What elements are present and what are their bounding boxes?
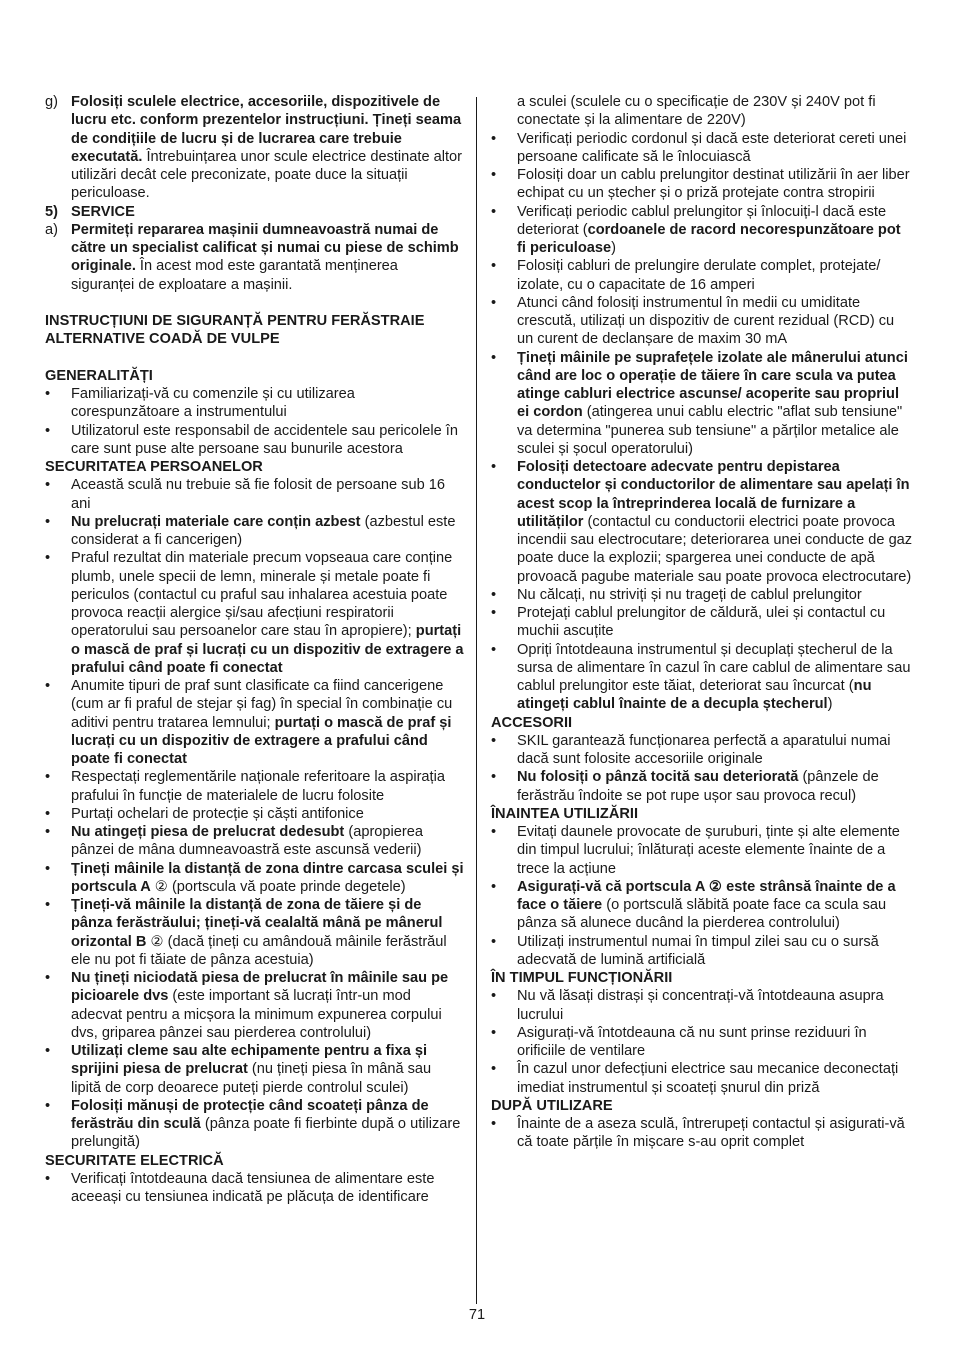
item-text	[71, 476, 465, 513]
bullet-marker: •	[45, 1097, 51, 1114]
body-text: ② (dacă țineți cu amândouă mâinile ferăstrăul ele nu pot fi tăiate de pânza acestuia)	[71, 933, 447, 968]
bullet-item	[45, 385, 465, 422]
bullet-item	[491, 878, 913, 933]
bullet-item	[491, 458, 913, 586]
bold-text: Țineți mâinile la distanță de zona dintre carcasa sculei și portscula A	[71, 860, 464, 895]
body-text: (nu țineți piesa în mână sau lipită de corp deoarece puteți pierde controlul sculei)	[71, 1061, 432, 1096]
bullet-item	[491, 349, 913, 459]
item-text	[517, 257, 913, 294]
bullet-marker: •	[491, 605, 497, 621]
body-text: (atingerea unui cablu electric "aflat sub tensiune" va determina "punerea sub tensiune" a părților metalice ale sculei și șocul operatorului)	[517, 404, 903, 457]
bullet-marker: •	[491, 294, 497, 311]
bullet-marker: •	[45, 386, 51, 402]
bold-text: Utilizați cleme sau alte echipamente pentru a fixa și sprijini piesa de prelucrat	[71, 1043, 428, 1078]
body-text: (pânzele de ferăstrău îndoite se pot rupe ușor sau provoca recul)	[517, 769, 879, 804]
section-heading: ACCESORII	[491, 714, 573, 731]
body-text: Nu călcați, nu striviți și nu trageți de cablul prelungitor	[517, 586, 862, 603]
bullet-marker: •	[45, 769, 51, 786]
column-divider	[476, 97, 477, 1304]
body-text: Anumite tipuri de praf sunt clasificate ca fiind cancerigene (cum ar fi praful de stejar și fag) în special în combinație cu aditivi pentru tratarea lemnului;	[71, 678, 453, 731]
bullet-item	[45, 768, 465, 805]
bold-text: purtați o mască de praf și lucrați cu un dispozitiv de extragere a prafului când poate fi conectat	[71, 714, 452, 767]
item-text	[71, 549, 465, 677]
bullet-marker: •	[45, 1043, 51, 1059]
item-text	[517, 586, 913, 604]
bullet-item	[491, 1024, 913, 1061]
bullet-item	[45, 805, 465, 823]
bold-text: Folosiți sculele electrice, accesoriile, dispozitivele de lucru etc. conform prezentelor instrucțiuni. Țineți seama de condițiile de lucru și de lucrarea care trebuie executată.	[71, 94, 462, 165]
bold-text: Nu folosiți o pânză tocită sau deteriorată	[517, 769, 799, 786]
item-text	[71, 823, 465, 860]
bullet-marker: •	[45, 422, 51, 439]
bullet-marker: •	[491, 824, 497, 840]
item-text	[71, 203, 465, 221]
bullet-item	[45, 969, 465, 1042]
item-text	[71, 221, 465, 294]
bullet-marker: •	[491, 586, 497, 603]
section-heading: INSTRUCȚIUNI DE SIGURANȚĂ PENTRU FERĂSTRAIE ALTERNATIVE COADĂ DE VULPE	[45, 313, 425, 348]
bullet-item	[491, 130, 913, 167]
body-text: )	[827, 696, 833, 713]
bullet-marker: •	[491, 641, 497, 658]
bullet-item	[45, 1097, 465, 1152]
section-heading: SECURITATE ELECTRICĂ	[45, 1152, 224, 1169]
bullet-marker: •	[491, 203, 497, 220]
bullet-item	[45, 896, 465, 969]
bullet-marker: •	[491, 1024, 497, 1041]
bullet-marker: •	[491, 349, 497, 366]
section-heading: DUPĂ UTILIZARE	[491, 1097, 613, 1114]
body-text: Purtați ochelari de protecție și căști antifonice	[71, 805, 364, 822]
item-text	[71, 677, 465, 768]
bullet-item	[491, 732, 913, 769]
bullet-item	[45, 422, 465, 459]
bullet-marker: •	[45, 860, 51, 877]
body-text: Utilizați instrumentul numai în timpul zilei sau cu o sursă adecvată de lumină artificială	[517, 933, 879, 968]
bullet-marker: •	[491, 769, 497, 786]
right-column	[491, 93, 913, 1152]
item-text	[517, 1060, 913, 1097]
bold-text: Țineți mâinile pe suprafețele izolate ale mânerului atunci când are loc o operație de tăiere în care scula va putea atinge cabluri electrice ascunse/ acoperite sau propriul ei cordon	[517, 349, 908, 421]
body-text: (pânza poate fi fierbinte după o utilizare prelungită)	[71, 1116, 461, 1151]
item-text	[517, 294, 913, 349]
body-text: Înainte de a aseza sculă, întrerupeți contactul și asigurati-vă că toate părțile în mișcare s-au oprit complet	[517, 1116, 905, 1151]
bold-text: Nu prelucrați materiale care conțin azbest	[71, 513, 361, 530]
bullet-item	[491, 604, 913, 641]
body-text: Familiarizați-vă cu comenzile și cu utilizarea corespunzătoare a instrumentului	[71, 386, 355, 421]
bullet-marker: •	[45, 970, 51, 986]
body-text: Folosiți doar un cablu prelungitor destinat utilizării în aer liber echipat cu un ștecher și o priză protejate contra stropirii	[517, 167, 910, 202]
bullet-item	[45, 476, 465, 513]
bullet-marker: •	[491, 167, 497, 183]
body-text: (o portsculă slăbită poate face ca scula sau pânza să alunece ducând la pierderea controlului)	[517, 897, 887, 932]
item-text	[71, 1042, 465, 1097]
bullet-marker: •	[45, 824, 51, 840]
body-text: Verificați periodic cordonul și dacă este deteriorat cereti unei persoane calificate să le înlocuiască	[517, 130, 907, 165]
bold-text: purtați o mască de praf și lucrați cu un dispozitiv de extragere a prafului când poate fi conectat	[71, 623, 464, 676]
item-text	[517, 732, 913, 769]
body-text: Verificați întotdeauna dacă tensiunea de alimentare este aceeași cu tensiunea indicată pe plăcuța de identificare	[71, 1170, 435, 1205]
bullet-marker: •	[45, 1170, 51, 1187]
item-text	[517, 458, 913, 586]
bullet-item	[491, 166, 913, 203]
body-text: Evitați daunele provocate de șuruburi, ținte și alte elemente din timpul lucrului; înlăturați aceste elemente înainte de a trece la acțiune	[517, 824, 900, 877]
body-text: SKIL garantează funcționarea perfectă a aparatului numai dacă sunt folosite accesoriile originale	[517, 732, 891, 767]
left-column	[45, 93, 465, 1206]
body-text: Verificați periodic cablul prelungitor și înlocuiți-l dacă este deteriorat (	[517, 203, 887, 238]
bullet-marker: •	[491, 459, 497, 475]
item-text	[517, 878, 913, 933]
item-text	[517, 166, 913, 203]
body-text: )	[611, 240, 616, 256]
item-text	[71, 385, 465, 422]
section-heading: SECURITATEA PERSOANELOR	[45, 459, 263, 475]
item-text	[517, 641, 913, 714]
body-text: Această sculă nu trebuie să fie folosit de persoane sub 16 ani	[71, 477, 446, 512]
bullet-item	[491, 768, 913, 805]
spacer	[45, 294, 465, 312]
bullet-item	[491, 257, 913, 294]
body-text: Atunci când folosiți instrumentul în medii cu umiditate crescută, utilizați un dispozitiv de curent rezidual (RCD) cu un curent de declanșare de maxim 30 mA	[517, 294, 895, 348]
body-text: ② (portscula vă poate prinde degetele)	[150, 878, 406, 895]
bullet-item	[491, 987, 913, 1024]
numbered-item	[45, 203, 465, 221]
bullet-marker: •	[491, 130, 497, 147]
bullet-item	[491, 1060, 913, 1097]
bullet-marker: •	[45, 513, 51, 530]
bullet-marker: •	[45, 897, 51, 913]
section-heading: GENERALITĂȚI	[45, 367, 153, 384]
bullet-item	[45, 677, 465, 768]
section-heading: ÎNAINTEA UTILIZĂRII	[491, 805, 639, 822]
bullet-item	[491, 933, 913, 970]
bullet-marker: •	[491, 988, 497, 1005]
bullet-item	[491, 294, 913, 349]
item-label: g)	[45, 94, 58, 110]
bullet-item	[45, 549, 465, 677]
body-text: Praful rezultat din materiale precum vopseaua care conține plumb, unele specii de lemn, minerale și metale poate fi periculos (contactul cu praful sau inhalarea acestuia poate provoca reacții alergice și/sau afecțiuni respiratorii operatorului sau persoanelor care stau în apropiere);	[71, 550, 453, 640]
bullet-marker: •	[491, 258, 497, 275]
bullet-item	[45, 1170, 465, 1207]
bullet-marker: •	[491, 1116, 497, 1132]
bullet-item	[491, 1115, 913, 1152]
item-text	[517, 93, 913, 130]
item-label: 5)	[45, 203, 58, 220]
item-text	[71, 93, 465, 203]
bullet-item	[491, 203, 913, 258]
body-text: (este important să lucrați într-un mod adecvat pentru a micșora la minimum expunerea corpului dvs, griparea pânzei sau pierderea controlului)	[71, 988, 442, 1041]
bullet-item	[491, 823, 913, 878]
body-text: a sculei (sculele cu o specificație de 230V și 240V pot fi conectate și la alimentare de 220V)	[517, 94, 876, 129]
body-text: Opriți întotdeauna instrumentul și decuplați ștecherul de la sursa de alimentare în cazul în care cablul de alimentare sau cablul prelungitor este tăiat, deteriorat sau încurcat (	[517, 641, 911, 694]
bullet-item	[45, 860, 465, 897]
section-heading: ÎN TIMPUL FUNCȚIONĂRII	[491, 970, 673, 986]
body-text: Protejați cablul prelungitor de căldură, ulei și contactul cu muchii ascuțite	[517, 605, 886, 640]
item-label: a)	[45, 221, 58, 238]
bullet-item	[491, 641, 913, 714]
bold-text: Asigurați-vă că portscula A ② este strânsă înainte de a face o tăiere	[517, 878, 896, 913]
bullet-marker: •	[491, 732, 497, 749]
bullet-item	[45, 823, 465, 860]
body-text: Asigurați-vă întotdeauna că nu sunt prinse reziduuri în orificiile de ventilare	[517, 1024, 867, 1059]
body-text: Folosiți cabluri de prelungire derulate complet, protejate/ izolate, cu o capacitate de 16 amperi	[517, 258, 881, 293]
item-text	[517, 1115, 913, 1152]
body-text: (apropierea pânzei de mâna dumneavoastră este ascunsă vederii)	[71, 824, 423, 859]
item-text	[71, 969, 465, 1042]
page-number: 71	[468, 1307, 486, 1323]
continued-text	[491, 93, 913, 130]
numbered-item	[45, 93, 465, 203]
bullet-marker: •	[45, 678, 51, 694]
body-text: Utilizatorul este responsabil de accidentele sau pericolele în care sunt puse alte persoane sau bunurile acestora	[71, 422, 458, 457]
bullet-marker: •	[45, 805, 51, 822]
bold-text: SERVICE	[71, 203, 135, 220]
item-text	[517, 203, 913, 258]
item-text	[517, 768, 913, 805]
item-text	[71, 896, 465, 969]
bullet-marker: •	[491, 933, 497, 950]
body-text: Nu vă lăsați distrași și concentrați-vă întotdeauna asupra lucrului	[517, 988, 884, 1023]
bold-text: Nu țineți niciodată piesa de prelucrat în mâinile sau pe picioarele dvs	[71, 970, 449, 1005]
body-text: (azbestul este considerat a fi cancerigen)	[71, 513, 456, 548]
spacer	[45, 349, 465, 367]
body-text: (contactul cu conductorii electrici poate provoca incendii sau electrocutare; deteriorarea unei conducte de gaz poate duce la explozii; spargerea unei conducte de apă provoacă pagube materiale sau poate provoca electrocutare)	[517, 513, 913, 585]
item-text	[71, 422, 465, 459]
item-text	[71, 860, 465, 897]
item-text	[517, 987, 913, 1024]
item-text	[517, 130, 913, 167]
item-text	[71, 1097, 465, 1152]
bullet-marker: •	[45, 477, 51, 494]
bullet-item	[491, 586, 913, 604]
body-text: În cazul unor defecțiuni electrice sau mecanice deconectați imediat instrumentul și scoateți șnurul din priză	[517, 1061, 899, 1096]
bullet-item	[45, 1042, 465, 1097]
item-text	[517, 604, 913, 641]
bold-text: Folosiți mănuși de protecție când scoateți pânza de ferăstrău din sculă	[71, 1097, 429, 1132]
item-text	[71, 805, 465, 823]
bold-text: cordoanele de racord necorespunzătoare pot fi periculoase	[517, 221, 901, 256]
item-text	[71, 513, 465, 550]
item-text	[517, 933, 913, 970]
bold-text: Permiteți repararea mașinii dumneavoastră numai de către un specialist calificat și numai cu piese de schimb originale.	[71, 221, 459, 275]
bullet-item	[45, 513, 465, 550]
bullet-marker: •	[491, 1061, 497, 1078]
numbered-item	[45, 221, 465, 294]
item-text	[517, 349, 913, 459]
item-text	[517, 1024, 913, 1061]
item-text	[517, 823, 913, 878]
body-text: Respectați reglementările naționale referitoare la aspirația prafului în funcție de materialele de lucru folosite	[71, 769, 445, 804]
bullet-marker: •	[491, 878, 497, 895]
bullet-marker: •	[45, 550, 51, 567]
bold-text: Nu atingeți piesa de prelucrat dedesubt	[71, 824, 345, 840]
item-text	[71, 768, 465, 805]
item-text	[71, 1170, 465, 1207]
bold-text: Țineți-vă mâinile la distanță de zona de tăiere și de pânza ferăstrăului; țineți-vă cealaltă mână pe mânerul orizontal B	[71, 897, 443, 950]
body-text: Întrebuințarea unor scule electrice destinate altor utilizări decât cele preconizate, poate duce la situații periculoase.	[71, 148, 463, 202]
bold-text: nu atingeți cablul înainte de a decupla ștecherul	[517, 678, 872, 713]
body-text: În acest mod este garantată menținerea siguranței de exploatare a mașinii.	[71, 258, 398, 293]
bold-text: Folosiți detectoare adecvate pentru depistarea conductelor și conductorilor de alimentare sau apelați în acest scop la întreprinderea locală de furnizare a utilităților	[517, 459, 910, 530]
